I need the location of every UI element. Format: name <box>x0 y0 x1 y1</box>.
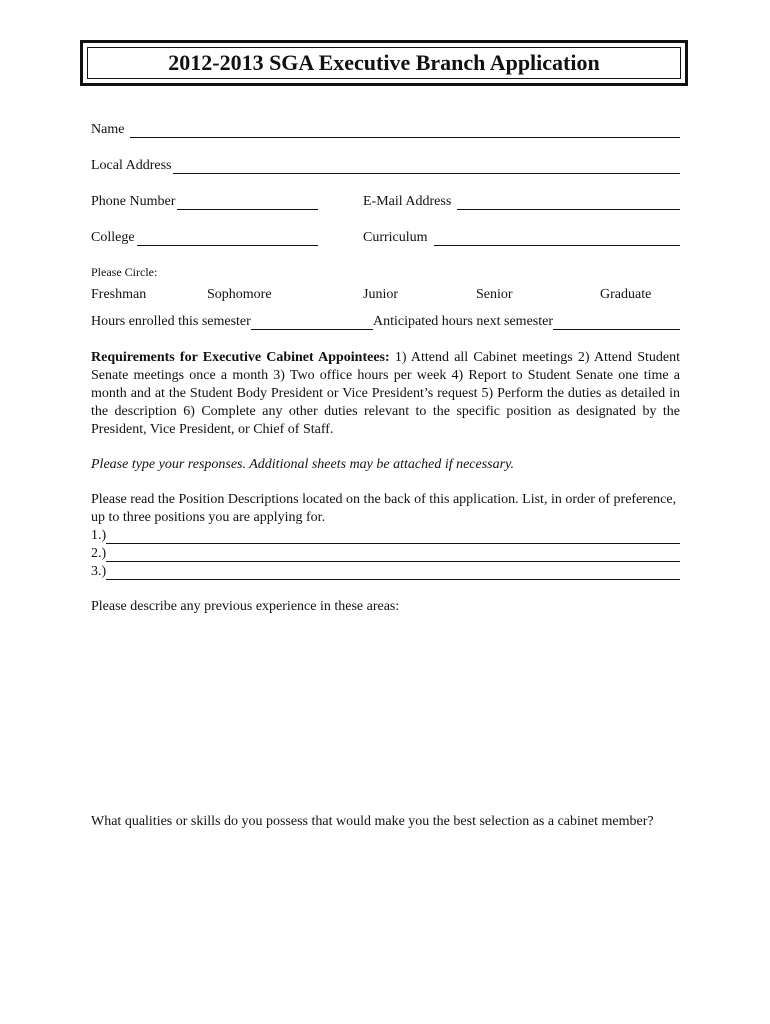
option-sophomore[interactable]: Sophomore <box>207 287 272 302</box>
email-field[interactable] <box>363 194 680 210</box>
phone-label: Phone Number <box>91 194 176 209</box>
name-field[interactable] <box>91 122 680 138</box>
college-line[interactable] <box>137 231 318 246</box>
experience-prompt: Please describe any previous experience in these areas: <box>91 599 400 614</box>
anticipated-hours-field[interactable] <box>373 314 680 330</box>
curriculum-label: Curriculum <box>363 230 428 245</box>
position-2-field[interactable] <box>91 546 680 562</box>
title-box <box>80 40 688 86</box>
position-3-field[interactable] <box>91 564 680 580</box>
requirements-paragraph <box>91 349 680 439</box>
requirements-heading: Requirements for Executive Cabinet Appointees: <box>91 350 390 365</box>
local-address-line[interactable] <box>173 159 680 174</box>
position-1-field[interactable] <box>91 528 680 544</box>
name-line[interactable] <box>130 123 680 138</box>
hours-enrolled-field[interactable] <box>91 314 373 330</box>
curriculum-field[interactable] <box>363 230 680 246</box>
phone-field[interactable] <box>91 194 318 210</box>
option-junior[interactable]: Junior <box>363 287 398 302</box>
position-3-line[interactable] <box>106 565 680 580</box>
local-address-field[interactable] <box>91 158 680 174</box>
position-2-label: 2.) <box>91 546 107 561</box>
option-freshman[interactable]: Freshman <box>91 287 147 302</box>
requirements-text: 1) Attend all Cabinet meetings 2) Attend Student Senate meetings once a month 3) Two office hours per week 4) Report to Student Senate one time a month and at the Student Body President or Vice President’s request 5) Perform the duties as detailed in the description 6) Complete any other duties relevant to the specific position as designated by the President, Vice President, or Chief of Staff. <box>91 350 680 437</box>
email-line[interactable] <box>457 195 680 210</box>
position-3-label: 3.) <box>91 564 107 579</box>
circle-prompt: Please Circle: <box>91 265 158 279</box>
local-address-label: Local Address <box>91 158 172 173</box>
college-label: College <box>91 230 135 245</box>
position-2-line[interactable] <box>106 547 680 562</box>
qualities-prompt: What qualities or skills do you possess that would make you the best selection as a cabinet member? <box>91 814 654 829</box>
hours-enrolled-line[interactable] <box>251 315 373 330</box>
email-label: E-Mail Address <box>363 194 452 209</box>
college-field[interactable] <box>91 230 318 246</box>
position-1-line[interactable] <box>106 529 680 544</box>
option-graduate[interactable]: Graduate <box>600 287 652 302</box>
positions-prompt: Please read the Position Descriptions located on the back of this application. List, in order of preference, up to three positions you are applying for. <box>91 492 677 525</box>
hours-enrolled-label: Hours enrolled this semester <box>91 314 251 329</box>
page-title: 2012-2013 SGA Executive Branch Application <box>87 47 681 79</box>
anticipated-hours-line[interactable] <box>553 315 680 330</box>
curriculum-line[interactable] <box>434 231 680 246</box>
instructions-text: Please type your responses. Additional sheets may be attached if necessary. <box>91 457 515 472</box>
anticipated-hours-label: Anticipated hours next semester <box>373 314 554 329</box>
position-1-label: 1.) <box>91 528 107 543</box>
phone-line[interactable] <box>177 195 318 210</box>
name-label: Name <box>91 122 125 137</box>
option-senior[interactable]: Senior <box>476 287 513 302</box>
